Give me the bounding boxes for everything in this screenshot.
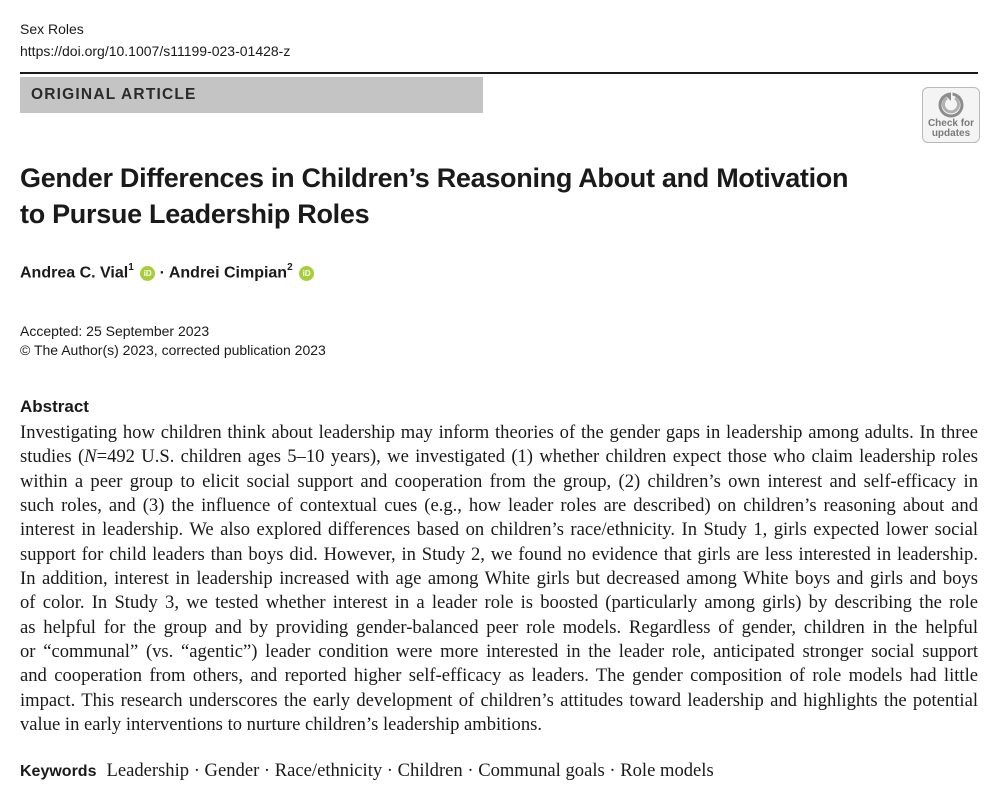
- abstract-line: or “communal” (vs. “agentic”) leader condition were more interested in the leader role, anticipated stronger social support: [20, 641, 978, 663]
- abstract-line: interest in leadership. We also explored differences based on children’s race/ethnicity. In Study 1, girls expected lower social: [20, 519, 978, 541]
- author-affiliation: 2: [287, 262, 293, 273]
- keywords-label: Keywords: [20, 763, 97, 780]
- journal-name: Sex Roles: [20, 21, 84, 37]
- article-type-banner: [20, 77, 483, 113]
- author-separator: ·: [159, 264, 165, 282]
- author-list: [20, 263, 314, 282]
- abstract-body: [20, 421, 978, 737]
- abstract-line: such roles, and (3) the influence of contextual cues (e.g., how leader roles are described) on children’s reasoning about and: [20, 495, 978, 517]
- abstract-line: Investigating how children think about leadership may inform theories of the gender gaps in leadership among adults. In three: [20, 422, 978, 443]
- abstract-line: In addition, interest in leadership increased with age among White girls but decreased among White boys and girls and boys: [20, 568, 978, 590]
- check-updates-label-line2: updates: [931, 128, 971, 139]
- orcid-icon[interactable]: iD: [140, 266, 155, 281]
- title-line: Gender Differences in Children’s Reasoning About and Motivation: [20, 163, 849, 193]
- abstract-line: impact. This research underscores the early development of children’s attitudes toward leadership and highlights the potential: [20, 689, 978, 711]
- keywords-list: Leadership · Gender · Race/ethnicity · Children · Communal goals · Role models: [106, 760, 714, 781]
- check-for-updates-button[interactable]: [922, 87, 980, 143]
- author-name[interactable]: Andrea C. Vial: [20, 264, 129, 282]
- author-affiliation: 1: [128, 262, 134, 273]
- abstract-line: value in early interventions to nurture children’s leadership ambitions.: [20, 714, 543, 736]
- copyright-notice: © The Author(s) 2023, corrected publication 2023: [20, 342, 326, 358]
- check-updates-label-line1: Check for: [927, 118, 975, 129]
- doi-link[interactable]: https://doi.org/10.1007/s11199-023-01428-z: [20, 43, 291, 59]
- header-rule: [20, 72, 978, 74]
- keywords: [20, 760, 714, 782]
- article-title: [20, 160, 900, 232]
- abstract-line: within a peer group to elicit social support and cooperation from the group, (2) children’s own interest and self-efficacy in: [20, 470, 978, 492]
- author-name[interactable]: Andrei Cimpian: [168, 264, 288, 282]
- check-updates-icon: [937, 91, 965, 119]
- article-type-label: ORIGINAL ARTICLE: [31, 86, 197, 103]
- abstract-heading: Abstract: [20, 397, 89, 416]
- accepted-date: Accepted: 25 September 2023: [20, 323, 210, 339]
- title-line: to Pursue Leadership Roles: [20, 199, 370, 229]
- abstract-line: studies (N=492 U.S. children ages 5–10 years), we investigated (1) whether children expect those who claim leadership roles: [20, 446, 978, 468]
- abstract-line: of color. In Study 3, we tested whether interest in a leader role is boosted (particularly among girls) by describing the role: [20, 592, 978, 614]
- abstract-line: and cooperation from others, and reported higher self-efficacy as leaders. The gender composition of role models had little: [20, 665, 978, 687]
- abstract-line: support for child leaders than boys did. However, in Study 2, we found no evidence that girls are less interested in leadership.: [20, 543, 978, 565]
- abstract-line: as helpful for the group and by providing gender-balanced peer role models. Regardless of gender, children in the helpful: [20, 616, 978, 638]
- orcid-icon[interactable]: iD: [299, 266, 314, 281]
